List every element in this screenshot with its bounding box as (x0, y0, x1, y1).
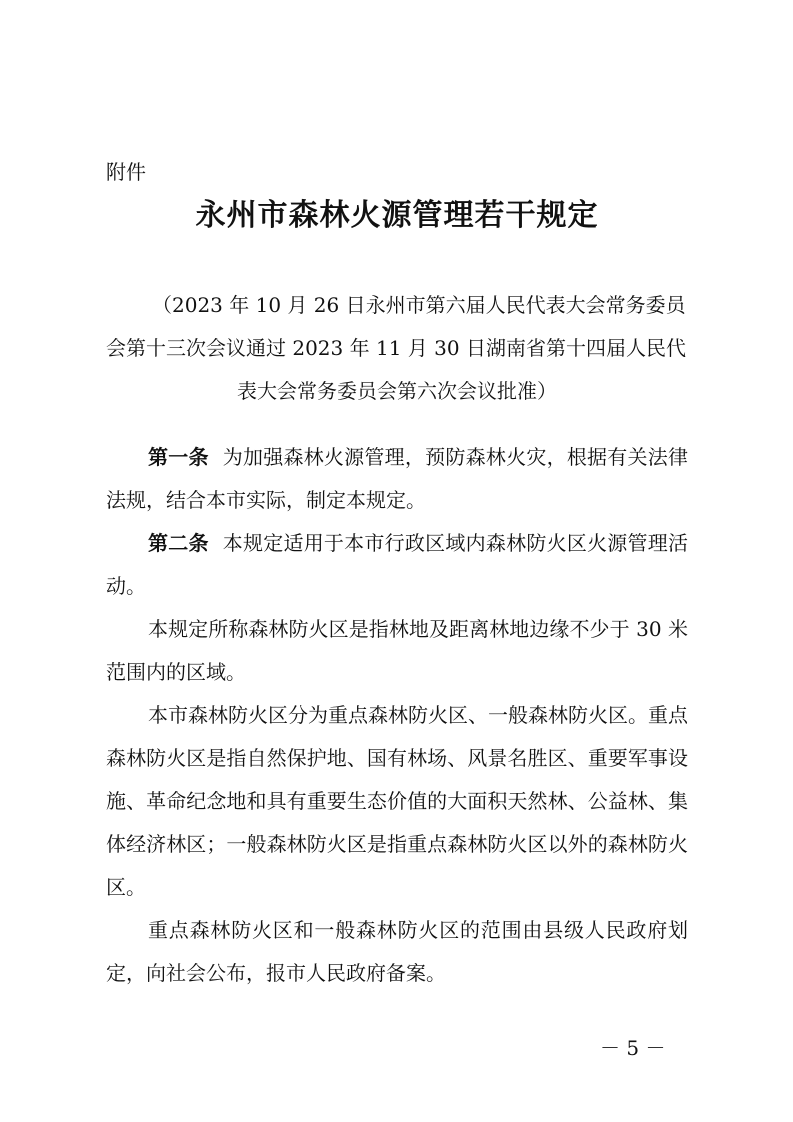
regulation-body (106, 436, 688, 995)
attachment-label: 附件 (106, 160, 146, 184)
adoption-note-line: 表大会常务委员会第六次会议批准） (237, 379, 557, 403)
page-number: － 5 － (600, 1036, 666, 1060)
article-text: 为加强森林火源管理，预防森林火灾，根据有关法律法规，结合本市实际，制定本规定。 (106, 445, 689, 512)
document-title: 永州市森林火源管理若干规定 (195, 198, 599, 233)
article-text: 本规定适用于本市行政区域内森林防火区火源管理活动。 (106, 531, 689, 598)
article-2 (106, 522, 688, 608)
adoption-note-line: 会第十三次会议通过 2023 年 11 月 30 日湖南省第十四届人民代 (106, 336, 686, 360)
article-1 (106, 436, 688, 522)
paragraph: 本规定所称森林防火区是指林地及距离林地边缘不少于 30 米范围内的区域。 (106, 617, 688, 684)
adoption-note-line: （2023 年 10 月 26 日永州市第六届人民代表大会常务委员 (152, 293, 686, 317)
adoption-note (106, 284, 688, 413)
article-number: 第一条 (148, 445, 209, 469)
paragraph: 重点森林防火区和一般森林防火区的范围由县级人民政府划定，向社会公布，报市人民政府备案。 (106, 918, 688, 985)
paragraph: 本市森林防火区分为重点森林防火区、一般森林防火区。重点森林防火区是指自然保护地、国有林场、风景名胜区、重要军事设施、革命纪念地和具有重要生态价值的大面积天然林、公益林、集体经济林区；一般森林防火区是指重点森林防火区以外的森林防火区。 (106, 703, 688, 899)
article-number: 第二条 (148, 531, 209, 555)
